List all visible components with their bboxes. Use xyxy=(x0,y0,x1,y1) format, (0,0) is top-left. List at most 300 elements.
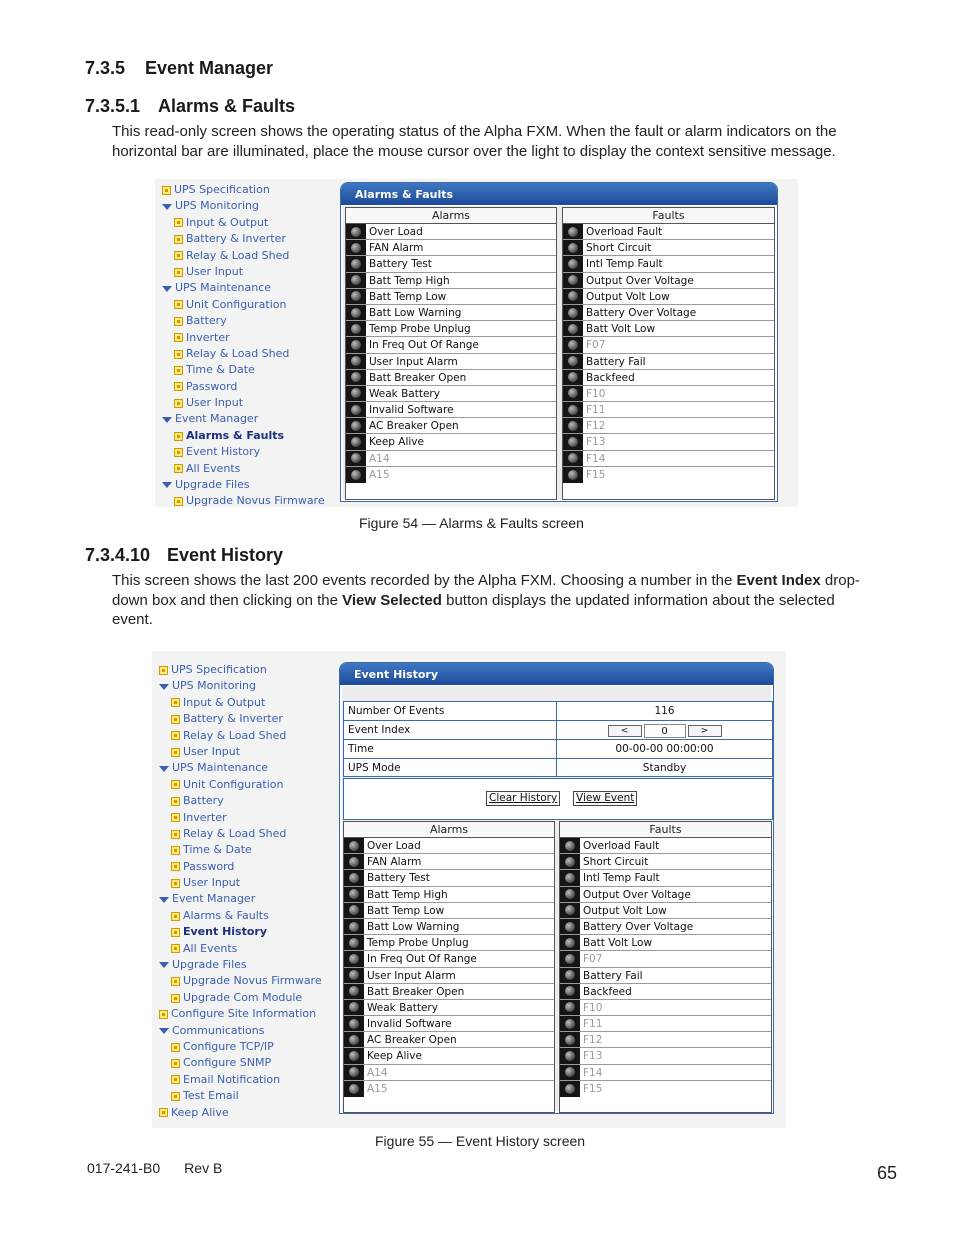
indicator-label: Weak Battery xyxy=(369,387,440,400)
indicator-row xyxy=(346,273,556,289)
indicator-lamp-icon[interactable] xyxy=(565,1084,575,1094)
nav-tree-item[interactable] xyxy=(162,248,325,264)
indicator-lamp-icon[interactable] xyxy=(351,421,361,431)
alarms-description: This read-only screen shows the operating status of the Alpha FXM. When the fault or alarm indicators on the horizontal bar are illuminated, place the mouse cursor over the light to display the context sensitive message. xyxy=(112,123,837,160)
indicator-label: F07 xyxy=(586,339,606,352)
indicator-label: Over Load xyxy=(367,840,421,852)
nav-tree-item[interactable] xyxy=(162,362,325,378)
indicator-lamp-icon[interactable] xyxy=(568,405,578,415)
lamp-cell xyxy=(563,256,583,271)
nav-tree-item[interactable] xyxy=(159,793,322,809)
indicator-row xyxy=(560,1065,771,1081)
indicator-lamp-icon[interactable] xyxy=(568,437,578,447)
lamp-cell xyxy=(346,240,366,255)
indicator-lamp-icon[interactable] xyxy=(349,954,359,964)
nav-tree-item[interactable] xyxy=(159,1072,322,1088)
nav-tree-label: Configure TCP/IP xyxy=(183,1039,274,1053)
indicator-lamp-icon[interactable] xyxy=(568,308,578,318)
indicator-label: Weak Battery xyxy=(367,1001,438,1014)
event-history-description xyxy=(112,571,872,630)
indicator-label: AC Breaker Open xyxy=(367,1034,457,1047)
nav-tree-label: Input & Output xyxy=(186,215,269,229)
indicator-lamp-icon[interactable] xyxy=(351,275,361,285)
indicator-row xyxy=(346,256,556,272)
indicator-lamp-icon[interactable] xyxy=(565,1035,575,1045)
lamp-cell xyxy=(344,854,364,869)
nav-tree-item[interactable] xyxy=(162,330,325,346)
indicator-lamp-icon[interactable] xyxy=(349,922,359,932)
indicator-lamp-icon[interactable] xyxy=(351,291,361,301)
indicator-row xyxy=(344,887,554,903)
indicator-label: Keep Alive xyxy=(367,1050,422,1063)
indicator-label: Keep Alive xyxy=(369,436,424,449)
indicator-label: F10 xyxy=(583,1001,603,1014)
lamp-cell xyxy=(346,467,366,483)
lamp-cell xyxy=(560,838,580,853)
indicator-row xyxy=(563,256,774,272)
indicator-row xyxy=(563,402,774,418)
indicator-lamp-icon[interactable] xyxy=(565,1019,575,1029)
lamp-cell xyxy=(560,1081,580,1097)
nav-tree-item[interactable] xyxy=(159,891,322,907)
nav-tree-item[interactable] xyxy=(162,182,325,198)
info-row xyxy=(344,721,772,740)
indicator-lamp-icon[interactable] xyxy=(349,889,359,899)
indicator-lamp-icon[interactable] xyxy=(349,1035,359,1045)
indicator-row xyxy=(563,451,774,467)
indicator-lamp-icon[interactable] xyxy=(565,938,575,948)
lamp-cell xyxy=(346,337,366,352)
lamp-cell xyxy=(344,887,364,902)
indicator-lamp-icon[interactable] xyxy=(565,873,575,883)
nav-tree-item[interactable] xyxy=(159,1023,322,1039)
indicator-row xyxy=(563,467,774,483)
page-icon xyxy=(174,235,183,244)
indicator-label: Output Volt Low xyxy=(583,904,667,917)
indicator-lamp-icon[interactable] xyxy=(351,356,361,366)
lamp-cell xyxy=(560,1016,580,1031)
nav-tree-item[interactable] xyxy=(162,444,325,460)
nav-tree-label: UPS Specification xyxy=(171,663,267,676)
indicator-label: A15 xyxy=(367,1082,388,1095)
page-icon xyxy=(171,813,180,822)
nav-tree-item[interactable] xyxy=(159,1055,322,1071)
doc-number: 017-241-B0 xyxy=(87,1160,161,1176)
lamp-cell xyxy=(344,838,364,853)
lamp-cell xyxy=(560,854,580,869)
indicator-lamp-icon[interactable] xyxy=(349,873,359,883)
nav-tree-item[interactable] xyxy=(162,477,325,493)
nav-tree-item[interactable] xyxy=(159,842,322,858)
indicator-row xyxy=(560,1000,771,1016)
nav-tree-item[interactable] xyxy=(159,711,322,727)
text-run: This screen shows the last 200 events recorded by the Alpha FXM. Choosing a number in the xyxy=(112,572,737,589)
nav-tree-item[interactable] xyxy=(162,198,325,214)
lamp-cell xyxy=(563,321,583,336)
nav-tree-label: Relay & Load Shed xyxy=(186,248,290,262)
lamp-cell xyxy=(560,951,580,966)
page-icon xyxy=(171,780,180,789)
indicator-lamp-icon[interactable] xyxy=(568,259,578,269)
indicator-row xyxy=(563,386,774,402)
lamp-cell xyxy=(563,273,583,288)
indicator-lamp-icon[interactable] xyxy=(568,470,578,480)
nav-tree-label: Password xyxy=(183,859,235,873)
nav-tree-label: User Input xyxy=(183,876,241,890)
indicator-row xyxy=(346,240,556,256)
indicator-lamp-icon[interactable] xyxy=(349,857,359,867)
indicator-row xyxy=(560,935,771,951)
indicator-label: In Freq Out Of Range xyxy=(367,953,477,966)
indicator-lamp-icon[interactable] xyxy=(568,227,578,237)
event-index-stepper[interactable] xyxy=(608,724,722,738)
nav-tree-item[interactable] xyxy=(159,973,322,989)
figure-54-caption: Figure 54 — Alarms & Faults screen xyxy=(359,515,584,531)
nav-tree-item[interactable] xyxy=(162,313,325,329)
nav-tree-item[interactable] xyxy=(159,990,322,1006)
indicator-row xyxy=(560,1081,771,1097)
indicator-label: F14 xyxy=(583,1066,603,1079)
nav-tree-item[interactable] xyxy=(162,493,325,507)
indicator-lamp-icon[interactable] xyxy=(568,421,578,431)
page-icon xyxy=(174,300,183,309)
alarms-grid xyxy=(345,207,557,500)
info-label: Event Index xyxy=(344,721,557,739)
page-icon xyxy=(174,382,183,391)
indicator-row xyxy=(346,418,556,434)
lamp-cell xyxy=(560,935,580,950)
indicator-label: Invalid Software xyxy=(367,1018,452,1031)
indicator-lamp-icon[interactable] xyxy=(349,1019,359,1029)
expand-triangle-icon xyxy=(159,766,169,772)
lamp-cell xyxy=(560,1048,580,1063)
indicator-lamp-icon[interactable] xyxy=(565,1051,575,1061)
nav-tree-item[interactable] xyxy=(159,1039,322,1055)
indicator-lamp-icon[interactable] xyxy=(351,243,361,253)
nav-tree-label: Battery & Inverter xyxy=(183,712,283,726)
nav-tree-item[interactable] xyxy=(159,859,322,875)
nav-tree-label: Keep Alive xyxy=(171,1105,229,1119)
indicator-row xyxy=(344,1065,554,1081)
nav-tree-item[interactable] xyxy=(162,379,325,395)
lamp-cell xyxy=(344,1065,364,1080)
nav-tree-item[interactable] xyxy=(159,826,322,842)
nav-tree-label: Event History xyxy=(186,445,261,459)
indicator-lamp-icon[interactable] xyxy=(351,388,361,398)
lamp-cell xyxy=(344,951,364,966)
indicator-lamp-icon[interactable] xyxy=(568,291,578,301)
indicator-lamp-icon[interactable] xyxy=(351,405,361,415)
nav-tree-item[interactable] xyxy=(162,280,325,296)
nav-tree-label: Relay & Load Shed xyxy=(186,346,290,360)
lamp-cell xyxy=(560,903,580,918)
alarms-faults-panel xyxy=(340,182,778,502)
indicator-label: Batt Low Warning xyxy=(367,920,460,933)
nav-tree-item[interactable] xyxy=(162,428,325,444)
indicator-lamp-icon[interactable] xyxy=(351,308,361,318)
nav-tree-label: Event Manager xyxy=(172,892,256,906)
nav-tree-item[interactable] xyxy=(162,395,325,411)
info-label: Time xyxy=(344,740,557,758)
indicator-lamp-icon[interactable] xyxy=(568,324,578,334)
indicator-lamp-icon[interactable] xyxy=(349,986,359,996)
page-icon xyxy=(174,251,183,260)
indicator-row xyxy=(346,451,556,467)
indicator-row xyxy=(563,337,774,353)
indicator-lamp-icon[interactable] xyxy=(351,227,361,237)
indicator-label: Output Over Voltage xyxy=(586,274,694,287)
expand-triangle-icon xyxy=(159,897,169,903)
indicator-row xyxy=(346,337,556,353)
nav-tree-item[interactable] xyxy=(162,215,325,231)
nav-tree-item[interactable] xyxy=(162,461,325,477)
indicator-label: User Input Alarm xyxy=(369,355,458,368)
indicator-row xyxy=(346,224,556,240)
indicator-row xyxy=(563,273,774,289)
lamp-cell xyxy=(346,386,366,401)
lamp-cell xyxy=(563,240,583,255)
indicator-lamp-icon[interactable] xyxy=(349,970,359,980)
indicator-lamp-icon[interactable] xyxy=(565,970,575,980)
indicator-label: A15 xyxy=(369,468,390,481)
info-label: Number Of Events xyxy=(344,702,557,720)
nav-tree-label: Input & Output xyxy=(183,695,266,709)
nav-tree xyxy=(162,182,325,507)
indicator-label: Output Over Voltage xyxy=(583,888,691,901)
nav-tree-item[interactable] xyxy=(159,941,322,957)
indicator-lamp-icon[interactable] xyxy=(565,922,575,932)
nav-tree-item[interactable] xyxy=(162,264,325,280)
page-icon xyxy=(174,218,183,227)
indicator-label: Temp Probe Unplug xyxy=(367,937,469,950)
indicator-row xyxy=(344,919,554,935)
page-icon xyxy=(171,797,180,806)
lamp-cell xyxy=(563,354,583,369)
indicator-label: F12 xyxy=(586,420,606,433)
indicator-lamp-icon[interactable] xyxy=(351,259,361,269)
indicator-row xyxy=(344,935,554,951)
nav-tree-item[interactable] xyxy=(162,346,325,362)
indicator-lamp-icon[interactable] xyxy=(349,1051,359,1061)
indicator-lamp-icon[interactable] xyxy=(349,841,359,851)
indicator-label: F13 xyxy=(583,1050,603,1063)
indicator-lamp-icon[interactable] xyxy=(565,986,575,996)
indicator-lamp-icon[interactable] xyxy=(351,453,361,463)
lamp-cell xyxy=(344,870,364,885)
page-icon xyxy=(171,928,180,937)
nav-tree-item[interactable] xyxy=(159,1088,322,1104)
nav-tree-item[interactable] xyxy=(159,1105,322,1121)
indicator-row xyxy=(560,903,771,919)
indicator-lamp-icon[interactable] xyxy=(565,889,575,899)
page-number: 65 xyxy=(877,1163,898,1183)
nav-tree-label: Alarms & Faults xyxy=(186,428,285,442)
panel-body xyxy=(342,686,771,1111)
indicator-lamp-icon[interactable] xyxy=(565,1002,575,1012)
indicator-row xyxy=(560,968,771,984)
page-icon xyxy=(174,350,183,359)
indicator-row xyxy=(344,951,554,967)
indicator-label: F11 xyxy=(586,404,606,417)
nav-tree-label: User Input xyxy=(186,396,244,410)
indicator-row xyxy=(346,321,556,337)
indicator-label: Invalid Software xyxy=(369,404,454,417)
indicator-label: Backfeed xyxy=(583,985,632,998)
indicator-lamp-icon[interactable] xyxy=(349,1002,359,1012)
indicator-lamp-icon[interactable] xyxy=(351,340,361,350)
nav-tree-item[interactable] xyxy=(159,760,322,776)
indicator-row xyxy=(344,1032,554,1048)
page-icon xyxy=(159,666,168,675)
lamp-cell xyxy=(344,1048,364,1063)
nav-tree-label: Event History xyxy=(183,925,267,939)
expand-triangle-icon xyxy=(162,417,172,423)
indicator-label: Battery Fail xyxy=(586,355,646,368)
page-icon xyxy=(171,748,180,757)
indicator-lamp-icon[interactable] xyxy=(568,372,578,382)
nav-tree-item[interactable] xyxy=(159,908,322,924)
nav-tree xyxy=(159,662,322,1121)
nav-tree-item[interactable] xyxy=(159,957,322,973)
indicator-row xyxy=(346,370,556,386)
indicator-label: Battery Test xyxy=(367,872,430,885)
indicator-lamp-icon[interactable] xyxy=(568,340,578,350)
indicator-lamp-icon[interactable] xyxy=(565,1067,575,1077)
nav-tree-label: Password xyxy=(186,379,238,393)
section-title: Event Manager xyxy=(145,58,274,78)
panel-title: Event History xyxy=(340,663,773,685)
next-event-button[interactable]: > xyxy=(688,725,722,737)
indicator-label: Overload Fault xyxy=(583,840,660,852)
indicator-lamp-icon[interactable] xyxy=(565,857,575,867)
page-icon xyxy=(171,977,180,986)
indicator-lamp-icon[interactable] xyxy=(565,954,575,964)
indicator-label: F15 xyxy=(583,1082,603,1095)
page-icon xyxy=(159,1010,168,1019)
page-icon xyxy=(171,830,180,839)
clear-history-button[interactable]: Clear History xyxy=(486,791,560,806)
indicator-label: Battery Over Voltage xyxy=(583,920,694,933)
section-title: Alarms & Faults xyxy=(158,96,296,116)
page-icon xyxy=(171,912,180,921)
panel-title: Alarms & Faults xyxy=(341,183,777,205)
indicator-lamp-icon[interactable] xyxy=(349,1067,359,1077)
indicator-lamp-icon[interactable] xyxy=(568,275,578,285)
indicator-row xyxy=(346,354,556,370)
nav-tree-label: Alarms & Faults xyxy=(183,908,269,922)
indicator-lamp-icon[interactable] xyxy=(351,324,361,334)
indicator-lamp-icon[interactable] xyxy=(351,470,361,480)
event-index-input[interactable]: 0 xyxy=(644,724,686,738)
indicator-label: A14 xyxy=(369,452,390,465)
nav-tree-item[interactable] xyxy=(159,924,322,940)
lamp-cell xyxy=(344,1081,364,1097)
nav-tree-item[interactable] xyxy=(159,728,322,744)
indicator-row xyxy=(560,1016,771,1032)
indicator-row xyxy=(560,887,771,903)
indicator-row xyxy=(344,838,554,854)
indicator-row xyxy=(560,838,771,854)
indicator-lamp-icon[interactable] xyxy=(349,905,359,915)
grid-header: Faults xyxy=(560,822,771,838)
expand-triangle-icon xyxy=(159,1028,169,1034)
page-icon xyxy=(171,731,180,740)
nav-tree-label: Inverter xyxy=(183,810,227,824)
lamp-cell xyxy=(560,870,580,885)
page-icon xyxy=(174,448,183,457)
lamp-cell xyxy=(344,903,364,918)
nav-tree-label: User Input xyxy=(183,744,241,758)
indicator-label: Batt Volt Low xyxy=(586,323,656,336)
nav-tree-item[interactable] xyxy=(159,662,322,678)
nav-tree-label: Inverter xyxy=(186,330,230,344)
nav-tree-item[interactable] xyxy=(162,231,325,247)
number-of-events-value: 116 xyxy=(654,705,675,717)
nav-tree-label: Unit Configuration xyxy=(186,297,287,311)
page-icon xyxy=(174,333,183,342)
nav-tree-item[interactable] xyxy=(159,777,322,793)
nav-tree-item[interactable] xyxy=(159,695,322,711)
nav-tree-item[interactable] xyxy=(159,678,322,694)
page-icon xyxy=(174,317,183,326)
lamp-cell xyxy=(346,273,366,288)
indicator-label: AC Breaker Open xyxy=(369,420,459,433)
indicator-lamp-icon[interactable] xyxy=(565,905,575,915)
prev-event-button[interactable]: < xyxy=(608,725,642,737)
indicator-row xyxy=(346,305,556,321)
nav-tree-label: UPS Maintenance xyxy=(175,281,272,295)
nav-tree-item[interactable] xyxy=(162,411,325,427)
lamp-cell xyxy=(560,1032,580,1047)
indicator-row xyxy=(560,1032,771,1048)
indicator-label: Short Circuit xyxy=(583,856,649,869)
nav-tree-item[interactable] xyxy=(159,810,322,826)
nav-tree-item[interactable] xyxy=(159,875,322,891)
view-event-button[interactable]: View Event xyxy=(573,791,637,806)
nav-tree-item[interactable] xyxy=(162,297,325,313)
indicator-row xyxy=(560,919,771,935)
nav-tree-item[interactable] xyxy=(159,744,322,760)
indicator-label: Batt Temp Low xyxy=(367,904,445,917)
lamp-cell xyxy=(560,887,580,902)
page-icon xyxy=(171,1092,180,1101)
indicator-lamp-icon[interactable] xyxy=(349,938,359,948)
revision: Rev B xyxy=(184,1160,223,1176)
indicator-lamp-icon[interactable] xyxy=(351,437,361,447)
indicator-lamp-icon[interactable] xyxy=(568,243,578,253)
nav-tree-label: Battery xyxy=(183,794,224,808)
page-icon xyxy=(174,464,183,473)
indicator-lamp-icon[interactable] xyxy=(568,453,578,463)
section-heading-event-manager xyxy=(85,58,273,79)
lamp-cell xyxy=(563,305,583,320)
indicator-lamp-icon[interactable] xyxy=(349,1084,359,1094)
indicator-lamp-icon[interactable] xyxy=(565,841,575,851)
expand-triangle-icon xyxy=(159,962,169,968)
nav-tree-item[interactable] xyxy=(159,1006,322,1022)
indicator-lamp-icon[interactable] xyxy=(568,356,578,366)
info-row xyxy=(344,702,772,721)
lamp-cell xyxy=(344,1000,364,1015)
page-icon xyxy=(174,268,183,277)
info-row xyxy=(344,740,772,759)
indicator-lamp-icon[interactable] xyxy=(351,372,361,382)
page-icon xyxy=(171,846,180,855)
indicator-label: Batt Temp Low xyxy=(369,290,447,303)
indicator-row xyxy=(560,1048,771,1064)
indicator-lamp-icon[interactable] xyxy=(568,388,578,398)
indicator-label: F13 xyxy=(586,436,606,449)
